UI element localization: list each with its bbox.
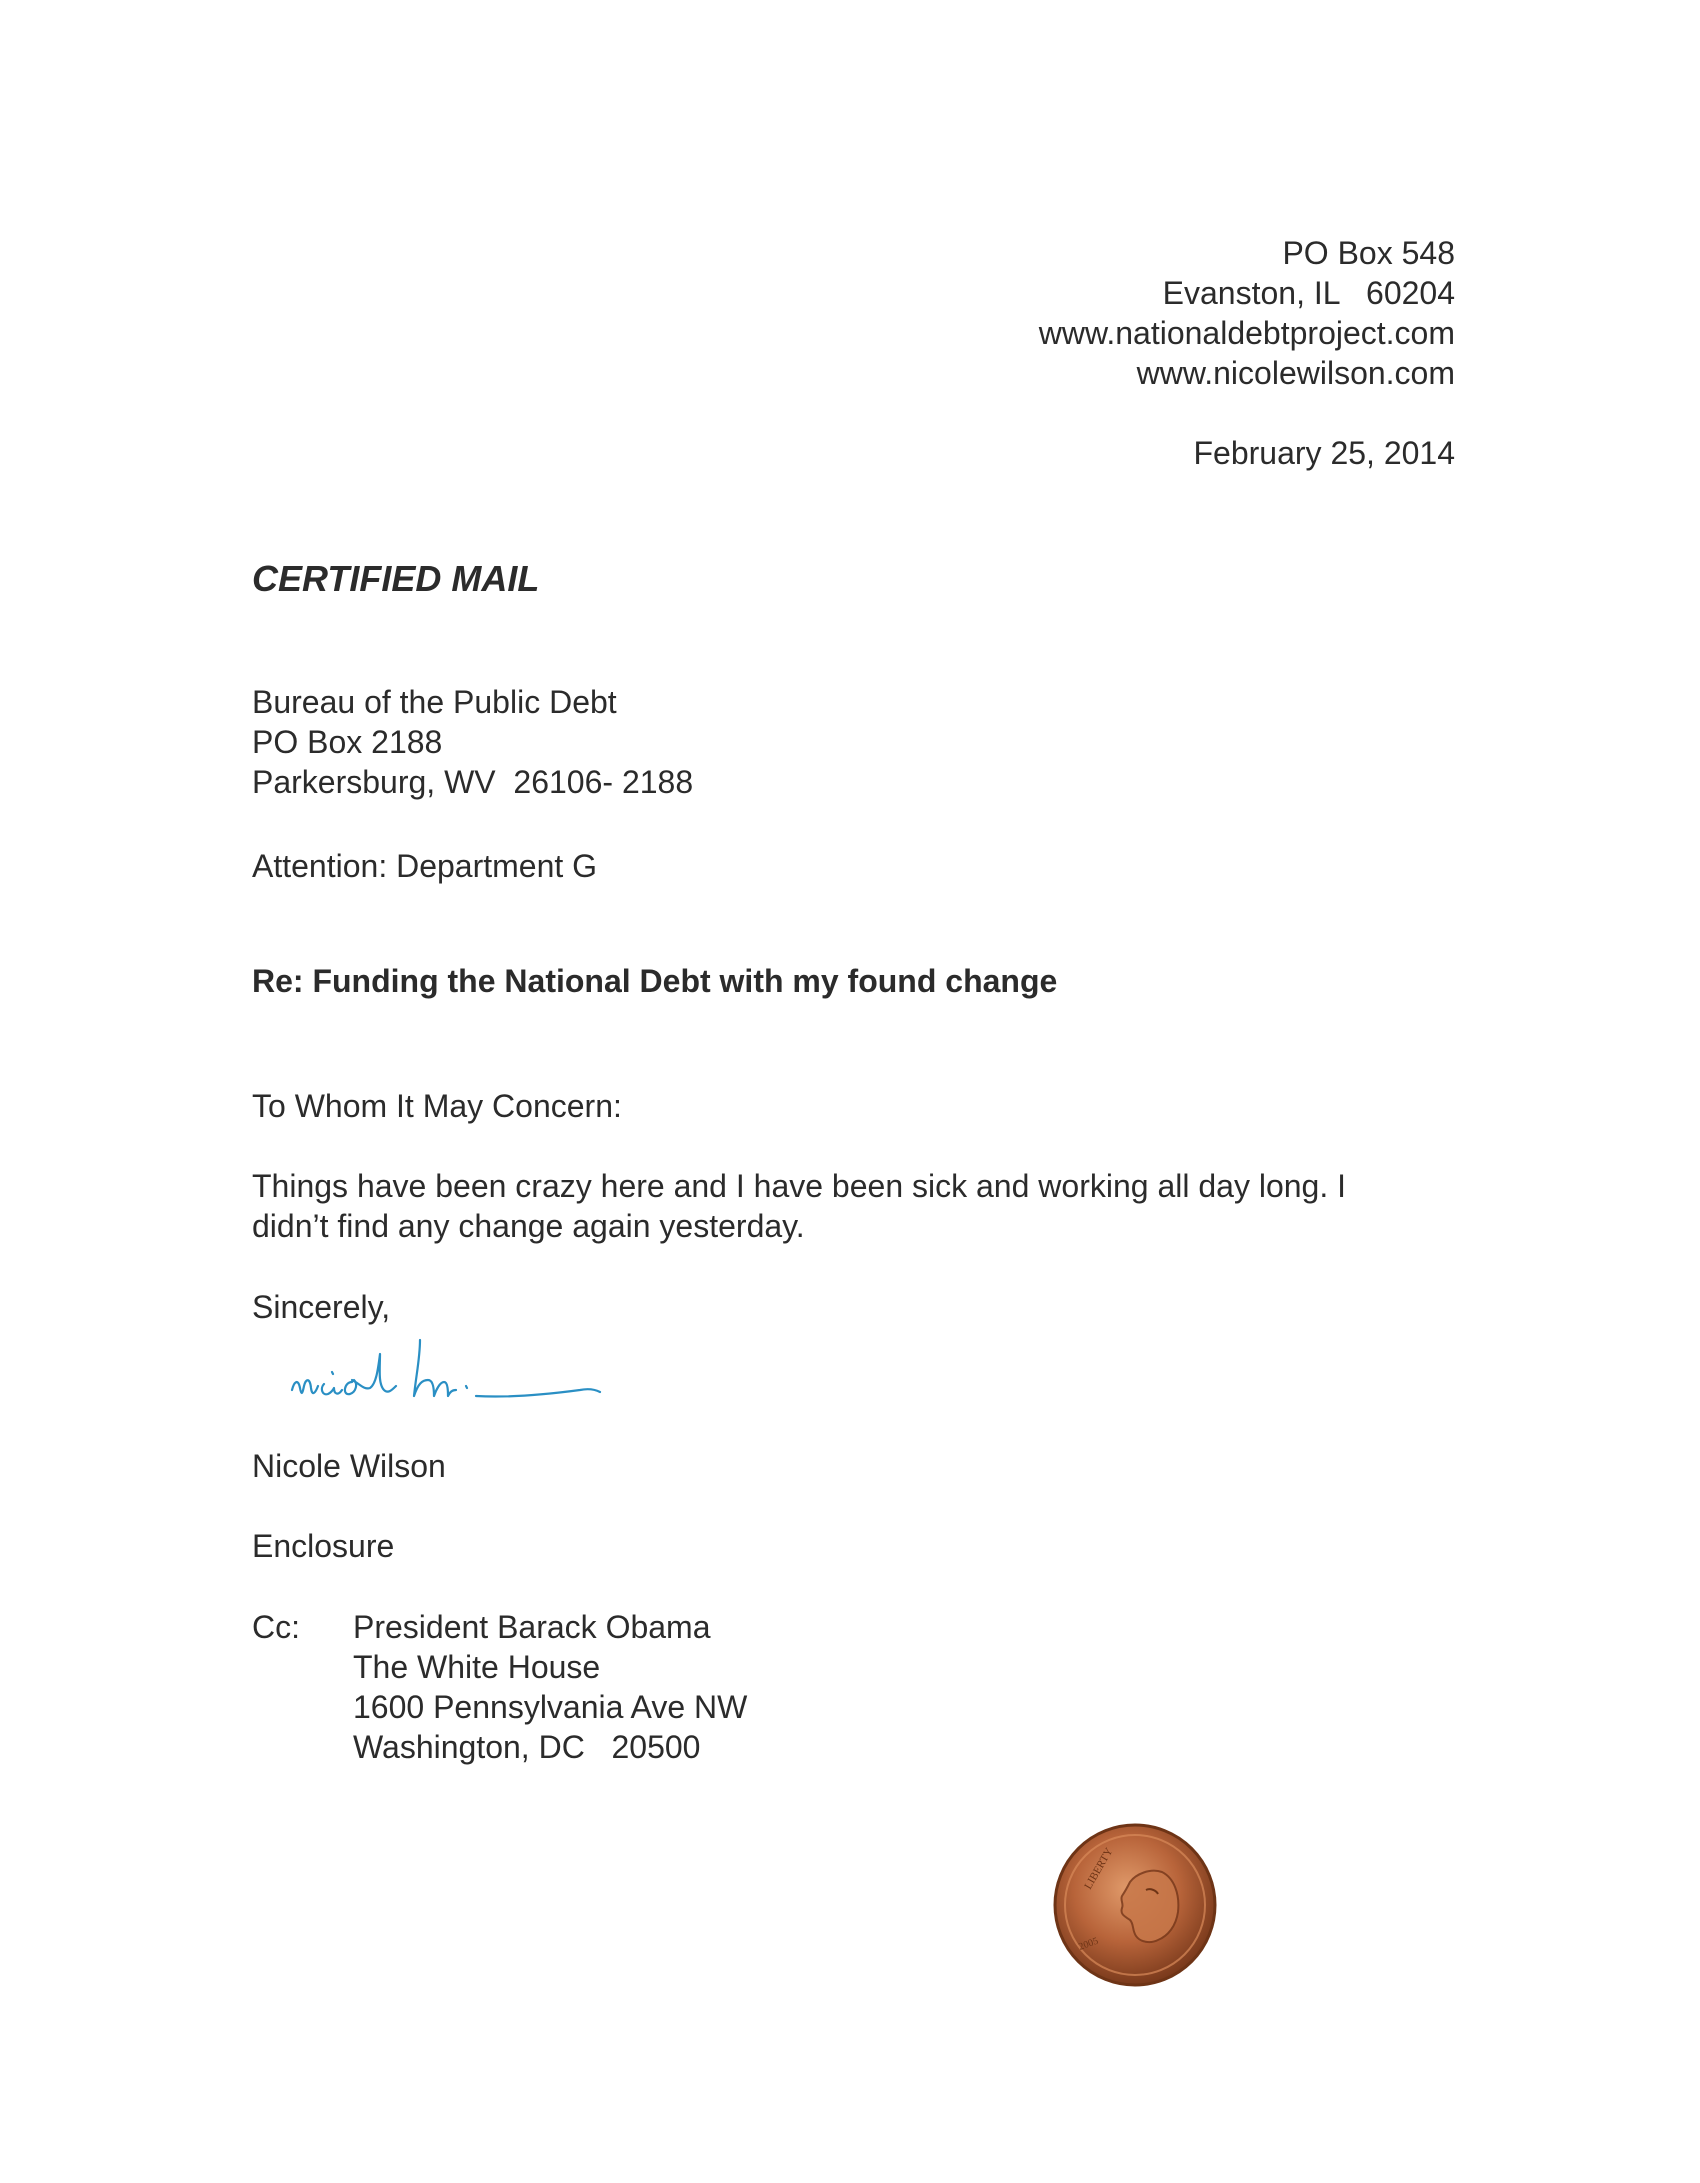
cc-address-line-2: 1600 Pennsylvania Ave NW (353, 1689, 748, 1725)
body-line-2: didn’t find any change again yesterday. (252, 1208, 805, 1244)
letter-body (252, 1166, 1452, 1246)
cc-address-line-1: The White House (353, 1649, 601, 1685)
sender-website-2: www.nicolewilson.com (1136, 355, 1455, 391)
delivery-method-heading: CERTIFIED MAIL (252, 558, 540, 599)
letter-date: February 25, 2014 (1193, 435, 1455, 471)
cc-label: Cc: (252, 1609, 300, 1645)
salutation: To Whom It May Concern: (252, 1088, 622, 1124)
sender-po-box: PO Box 548 (1282, 235, 1455, 271)
svg-text:2005: 2005 (1077, 1935, 1100, 1953)
subject-line: Re: Funding the National Debt with my found change (252, 963, 1058, 999)
signer-name: Nicole Wilson (252, 1448, 446, 1484)
recipient-city-state-zip: Parkersburg, WV 26106- 2188 (252, 764, 694, 800)
cc-address-line-3: Washington, DC 20500 (353, 1729, 701, 1765)
sender-address-block (1039, 233, 1455, 393)
recipient-name: Bureau of the Public Debt (252, 684, 617, 720)
body-line-1: Things have been crazy here and I have been sick and working all day long. I (252, 1168, 1346, 1204)
svg-text:LIBERTY: LIBERTY (1082, 1845, 1116, 1892)
recipient-po-box: PO Box 2188 (252, 724, 443, 760)
cc-address-block (353, 1607, 747, 1767)
attention-line: Attention: Department G (252, 848, 598, 884)
enclosure-notation: Enclosure (252, 1528, 395, 1564)
closing: Sincerely, (252, 1289, 391, 1325)
handwritten-signature (280, 1310, 610, 1420)
sender-city-state-zip: Evanston, IL 60204 (1162, 275, 1455, 311)
penny-coin-icon (1050, 1820, 1220, 1990)
cc-name: President Barack Obama (353, 1609, 711, 1645)
recipient-address-block (252, 682, 693, 802)
sender-website-1: www.nationaldebtproject.com (1038, 315, 1455, 351)
